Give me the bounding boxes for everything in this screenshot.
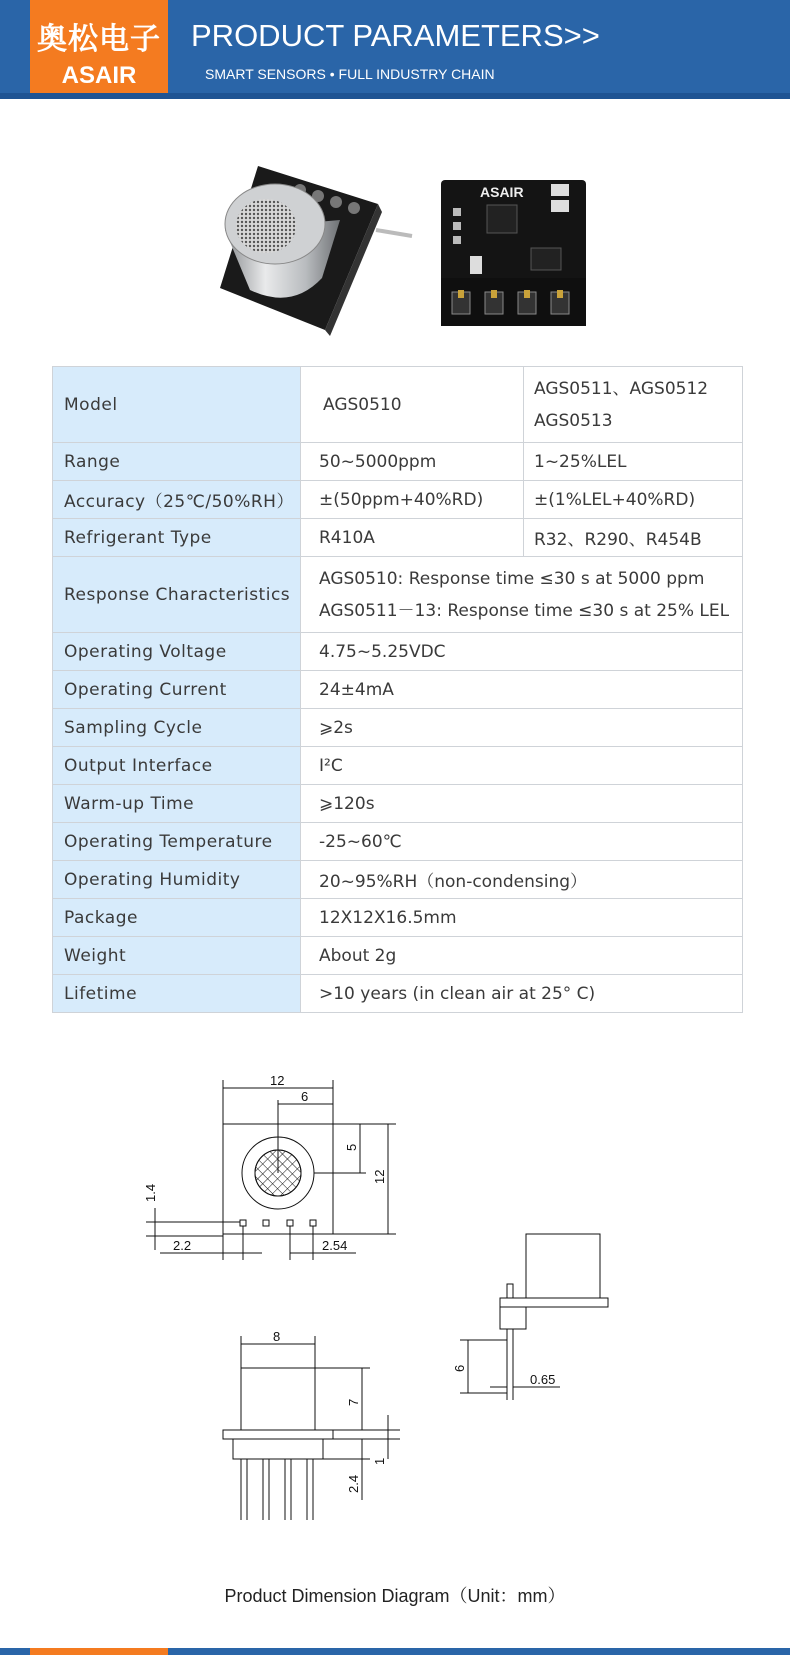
dimension-label: 12	[372, 1169, 387, 1184]
spec-value: 12X12X16.5mm	[301, 899, 743, 937]
spec-row-model	[53, 367, 743, 443]
spec-row	[53, 633, 743, 671]
spec-value: 24±4mA	[301, 671, 743, 709]
dimension-label: 1	[372, 1457, 387, 1465]
spec-row	[53, 747, 743, 785]
spec-row	[53, 785, 743, 823]
brand-name-cn: 奥松电子	[37, 22, 161, 57]
spec-value: ⩾2s	[301, 709, 743, 747]
dimension-label: 2.4	[346, 1474, 361, 1493]
spec-value: AGS0510	[301, 367, 524, 443]
spec-label: Accuracy（25℃/50%RH）	[53, 481, 301, 519]
spec-value: ±(50ppm+40%RD)	[301, 481, 524, 519]
dimension-label: 8	[273, 1329, 281, 1344]
spec-value: -25~60℃	[301, 823, 743, 861]
spec-label: Warm-up Time	[53, 785, 301, 823]
spec-value: ⩾120s	[301, 785, 743, 823]
front-view-drawing	[223, 1329, 400, 1520]
spec-label: Operating Voltage	[53, 633, 301, 671]
spec-value: About 2g	[301, 937, 743, 975]
spec-row	[53, 671, 743, 709]
spec-row	[53, 899, 743, 937]
sensor-photo-side	[220, 166, 412, 336]
spec-value-line: AGS0510: Response time ≤30 s at 5000 ppm	[319, 568, 705, 589]
dimension-label: 6	[301, 1089, 309, 1104]
dimension-label: 2.2	[173, 1238, 192, 1253]
side-view-drawing	[452, 1234, 608, 1400]
spec-value-line: AGS0513	[534, 410, 613, 431]
spec-value-multi	[301, 557, 743, 633]
page-title: PRODUCT PARAMETERS>>	[191, 18, 600, 53]
dimension-diagram	[0, 1060, 790, 1540]
spec-label: Weight	[53, 937, 301, 975]
dimension-label: 7	[346, 1398, 361, 1406]
dimension-label: 0.65	[530, 1372, 556, 1387]
dimension-label: 6	[452, 1364, 467, 1372]
spec-value: R410A	[301, 519, 524, 557]
spec-value: >10 years (in clean air at 25° C)	[301, 975, 743, 1013]
brand-logo	[30, 0, 168, 99]
spec-row-response	[53, 557, 743, 633]
top-view-drawing	[143, 1073, 396, 1260]
product-photos	[0, 160, 790, 340]
dimension-label: 5	[344, 1143, 359, 1151]
dimension-label: 2.54	[322, 1238, 348, 1253]
spec-label: Operating Temperature	[53, 823, 301, 861]
spec-label: Operating Current	[53, 671, 301, 709]
board-silkscreen-label: ASAIR	[480, 184, 524, 200]
spec-row-refrigerant	[53, 519, 743, 557]
spec-label: Sampling Cycle	[53, 709, 301, 747]
footer-bar	[0, 1648, 790, 1655]
spec-row	[53, 709, 743, 747]
spec-label: Operating Humidity	[53, 861, 301, 899]
sensor-photo-board	[441, 180, 586, 326]
spec-value: 1~25%LEL	[524, 443, 743, 481]
spec-row	[53, 975, 743, 1013]
spec-label: Lifetime	[53, 975, 301, 1013]
spec-label: Response Characteristics	[53, 557, 301, 633]
dimension-label: 12	[270, 1073, 285, 1088]
spec-label: Output Interface	[53, 747, 301, 785]
spec-value-line: AGS0511－13: Response time ≤30 s at 25% LEL	[319, 600, 730, 621]
spec-row-accuracy	[53, 481, 743, 519]
spec-row	[53, 823, 743, 861]
spec-table	[52, 366, 743, 1013]
spec-value: 20~95%RH（non-condensing）	[301, 861, 743, 899]
page-subtitle: SMART SENSORS • FULL INDUSTRY CHAIN	[205, 66, 495, 82]
spec-value-line: AGS0511、AGS0512	[534, 378, 709, 399]
spec-label: Model	[53, 367, 301, 443]
spec-value: 4.75~5.25VDC	[301, 633, 743, 671]
spec-label: Package	[53, 899, 301, 937]
spec-value: 50~5000ppm	[301, 443, 524, 481]
footer-accent	[30, 1648, 168, 1655]
spec-value: ±(1%LEL+40%RD)	[524, 481, 743, 519]
spec-label: Range	[53, 443, 301, 481]
diagram-caption: Product Dimension Diagram（Unit：mm）	[224, 1586, 566, 1606]
spec-value: R32、R290、R454B	[524, 519, 743, 557]
dimension-label: 1.4	[143, 1183, 158, 1202]
spec-value-multi	[524, 367, 743, 443]
brand-name-en: ASAIR	[61, 62, 137, 89]
spec-row	[53, 861, 743, 899]
spec-row	[53, 937, 743, 975]
spec-value: I²C	[301, 747, 743, 785]
spec-row-range	[53, 443, 743, 481]
header-banner	[0, 0, 790, 99]
spec-label: Refrigerant Type	[53, 519, 301, 557]
